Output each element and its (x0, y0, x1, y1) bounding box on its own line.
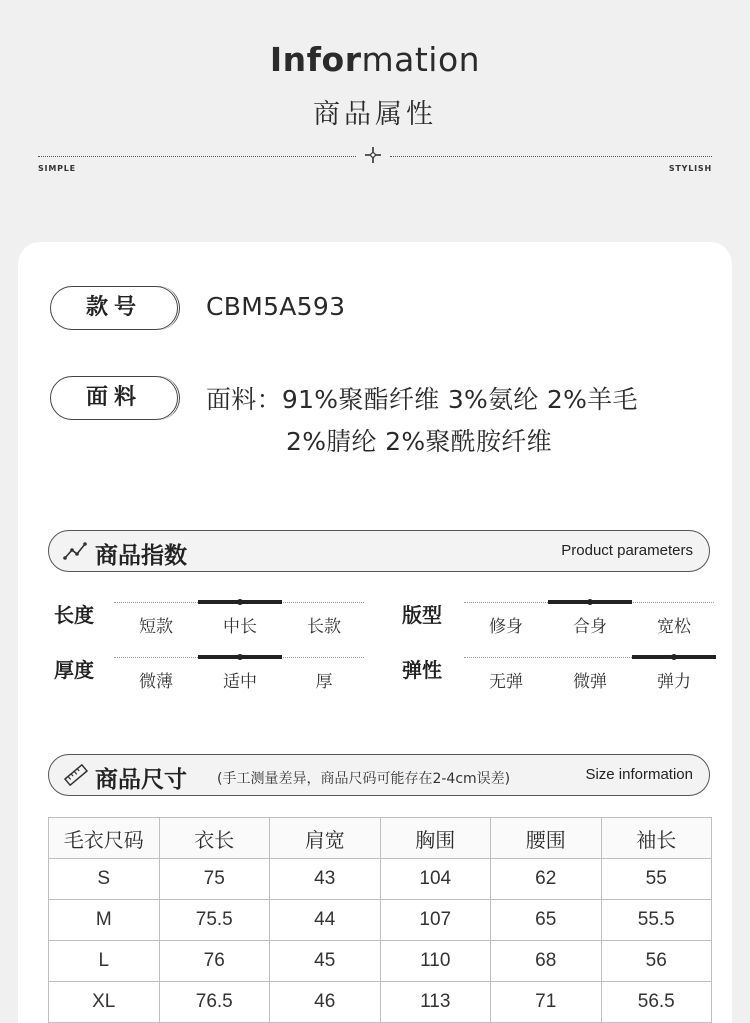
param-scale-thickness (114, 657, 364, 697)
table-cell: 76 (159, 941, 270, 982)
scale-option: 弹力 (657, 672, 691, 692)
table-cell: 68 (491, 941, 602, 982)
scale-option: 微弹 (573, 672, 607, 692)
table-cell: 55.5 (601, 900, 712, 941)
information-title-rest: mation (361, 40, 481, 79)
table-header-cell: 腰围 (491, 818, 602, 859)
param-scale-fit (464, 602, 714, 642)
stylish-tag: STYLISH (668, 164, 712, 173)
table-cell: 110 (380, 941, 491, 982)
table-row (49, 900, 712, 941)
style-number-bracket (158, 286, 180, 330)
scale-marker-dot (237, 599, 243, 605)
param-scale-length (114, 602, 364, 642)
table-header-cell: 毛衣尺码 (49, 818, 160, 859)
style-number-value: CBM5A593 (206, 292, 346, 321)
table-cell: 75 (159, 859, 270, 900)
cross-ornament-icon (364, 146, 382, 164)
table-header-cell: 肩宽 (270, 818, 381, 859)
table-row (49, 982, 712, 1023)
style-number-label: 款号 (50, 286, 178, 330)
table-row (49, 859, 712, 900)
table-header-cell: 胸围 (380, 818, 491, 859)
scale-option: 长款 (307, 617, 341, 637)
table-cell: 107 (380, 900, 491, 941)
divider-left (38, 156, 356, 157)
simple-tag: SIMPLE (38, 164, 76, 173)
section-subtitle: 商品属性 (313, 99, 437, 130)
page-header (0, 0, 750, 200)
table-cell: XL (49, 982, 160, 1023)
table-cell: M (49, 900, 160, 941)
scale-option: 修身 (489, 617, 523, 637)
param-scale-elasticity (464, 657, 714, 697)
scale-option: 微薄 (139, 672, 173, 692)
scale-option: 无弹 (489, 672, 523, 692)
scale-option: 短款 (139, 617, 173, 637)
table-cell: 45 (270, 941, 381, 982)
table-cell: 65 (491, 900, 602, 941)
product-info-card (18, 242, 732, 1023)
table-cell: 56.5 (601, 982, 712, 1023)
parameters-en-title: Product parameters (561, 542, 693, 559)
size-table (48, 817, 712, 1023)
table-cell: 55 (601, 859, 712, 900)
param-label-fit: 版型 (402, 603, 442, 627)
size-title: 商品尺寸 (95, 767, 187, 793)
param-label-thickness: 厚度 (54, 658, 94, 682)
size-table-header-row (49, 818, 712, 859)
table-header-cell: 衣长 (159, 818, 270, 859)
table-cell: 43 (270, 859, 381, 900)
size-information-bar (48, 754, 710, 796)
parameters-title: 商品指数 (95, 543, 187, 569)
table-cell: S (49, 859, 160, 900)
information-title (0, 40, 750, 79)
scale-option: 中长 (223, 617, 257, 637)
fabric-bracket (158, 376, 180, 420)
table-cell: 62 (491, 859, 602, 900)
ruler-icon (63, 764, 89, 786)
scale-option: 厚 (315, 672, 333, 692)
scale-marker-dot (671, 654, 677, 660)
table-row (49, 941, 712, 982)
scale-option: 合身 (573, 617, 607, 637)
table-header-cell: 袖长 (601, 818, 712, 859)
fabric-value-line2: 2%腈纶 2%聚酰胺纤维 (286, 427, 552, 456)
fabric-label: 面料 (50, 376, 178, 420)
size-note: (手工测量差异，商品尺码可能存在2-4cm误差) (217, 771, 511, 787)
scale-option: 适中 (223, 672, 257, 692)
param-label-elasticity: 弹性 (402, 658, 442, 682)
fabric-value-line1: 面料：91%聚酯纤维 3%氨纶 2%羊毛 (206, 385, 638, 414)
trend-line-icon (63, 540, 89, 562)
scale-marker-dot (587, 599, 593, 605)
table-cell: L (49, 941, 160, 982)
divider-right (390, 156, 712, 157)
table-cell: 56 (601, 941, 712, 982)
table-cell: 46 (270, 982, 381, 1023)
size-en-title: Size information (585, 766, 693, 783)
information-title-bold: Infor (269, 40, 362, 79)
product-parameters-bar (48, 530, 710, 572)
scale-option: 宽松 (657, 617, 691, 637)
table-cell: 76.5 (159, 982, 270, 1023)
table-cell: 71 (491, 982, 602, 1023)
table-cell: 113 (380, 982, 491, 1023)
scale-marker-dot (237, 654, 243, 660)
table-cell: 104 (380, 859, 491, 900)
param-label-length: 长度 (54, 603, 94, 627)
table-cell: 44 (270, 900, 381, 941)
table-cell: 75.5 (159, 900, 270, 941)
